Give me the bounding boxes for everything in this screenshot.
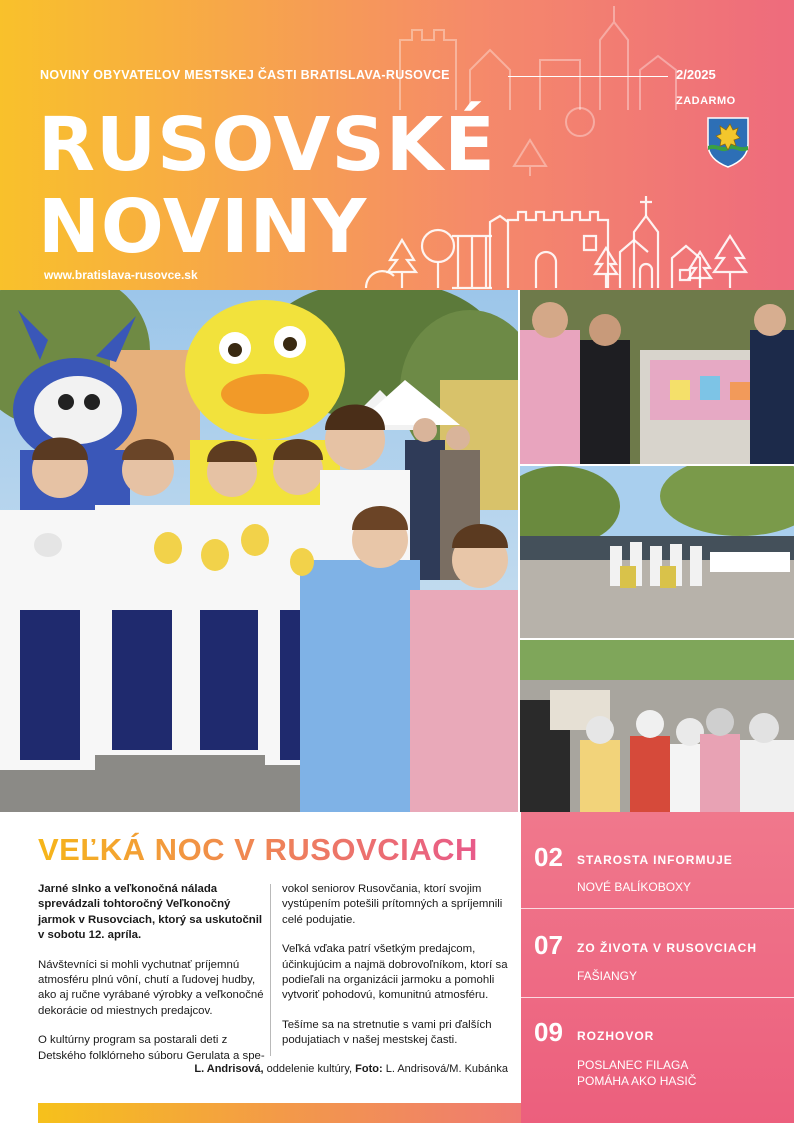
article-column-2: [282, 882, 514, 1063]
price-label: ZADARMO: [676, 95, 736, 107]
column-divider: [270, 884, 271, 1056]
contents-page-number: 02: [534, 842, 563, 872]
article-column-1: [38, 882, 270, 1078]
photo-senior-choir: [520, 640, 794, 812]
contents-description-line2: POMÁHA AKO HASIČ: [577, 1074, 697, 1088]
article-headline: VEĽKÁ NOC V RUSOVCIACH: [38, 832, 478, 867]
tagline-divider: [508, 76, 668, 77]
article-paragraph: O kultúrny program sa postarali deti z Detského folklórneho súboru Gerulata a spe-: [38, 1034, 265, 1062]
contents-sidebar: [521, 812, 794, 1123]
credit-author: L. Andrisová,: [194, 1063, 264, 1075]
article-paragraph: vokol seniorov Rusovčania, ktorí svojim vystúpením potešili prítomných a spríjemnili celé podujatie.: [282, 883, 503, 926]
contents-separator: [521, 997, 794, 998]
contents-description: FAŠIANGY: [577, 969, 638, 983]
credit-photo-names: L. Andrisová/M. Kubánka: [382, 1063, 508, 1075]
newspaper-title-line2: NOVINY: [38, 184, 368, 270]
article-paragraph: Veľká vďaka patrí všetkým predajcom, účinkujúcim a najmä dobrovoľníkom, ktorí sa podieľali na organizácii jarmoku a pomohli vytvoriť pohodovú, komunitnú atmosféru.: [282, 943, 508, 1002]
contents-section-name: STAROSTA INFORMUJE: [577, 853, 733, 867]
contents-description: NOVÉ BALÍKOBOXY: [577, 880, 692, 894]
article-lead-paragraph: Jarné slnko a veľkonočná nálada sprevádzali tohtoročný Veľkonočný jarmok v Rusovciach, ktorý sa uskutočnil v sobotu 12. apríla.: [38, 883, 263, 942]
issue-number: 2/2025: [676, 67, 716, 82]
footer-color-bar: [38, 1103, 521, 1123]
contents-separator: [521, 908, 794, 909]
credit-photo-label: Foto:: [355, 1063, 383, 1075]
contents-section-name: ZO ŽIVOTA V RUSOVCIACH: [577, 941, 758, 955]
article-paragraph: Návštevníci si mohli vychutnať príjemnú atmosféru plnú vôní, chutí a ľudovej hudby, ako aj ručne vyrábané výrobky a veľkonočné dekorácie od miestnych predajcov.: [38, 958, 264, 1017]
main-photo-easter-market: [0, 290, 518, 812]
contents-page-number: 07: [534, 930, 563, 960]
contents-page-number: 09: [534, 1017, 563, 1047]
photo-market-stalls: [520, 290, 794, 464]
masthead: [0, 0, 794, 290]
photo-folk-dance: [520, 466, 794, 638]
coat-of-arms-icon: [706, 116, 750, 168]
newspaper-title-line1: RUSOVSKÉ: [38, 102, 496, 188]
website-link[interactable]: www.bratislava-rusovce.sk: [44, 268, 198, 282]
article-credit: [194, 1063, 508, 1075]
contents-description: POSLANEC FILAGA: [577, 1058, 689, 1072]
article-paragraph: Tešíme sa na stretnutie s vami pri ďalších podujatiach v našej mestskej časti.: [282, 1018, 492, 1047]
credit-department: oddelenie kultúry,: [263, 1063, 356, 1075]
masthead-tagline: NOVINY OBYVATEĽOV MESTSKEJ ČASTI BRATISLAVA-RUSOVCE: [40, 68, 450, 82]
contents-section-name: ROZHOVOR: [577, 1029, 655, 1043]
